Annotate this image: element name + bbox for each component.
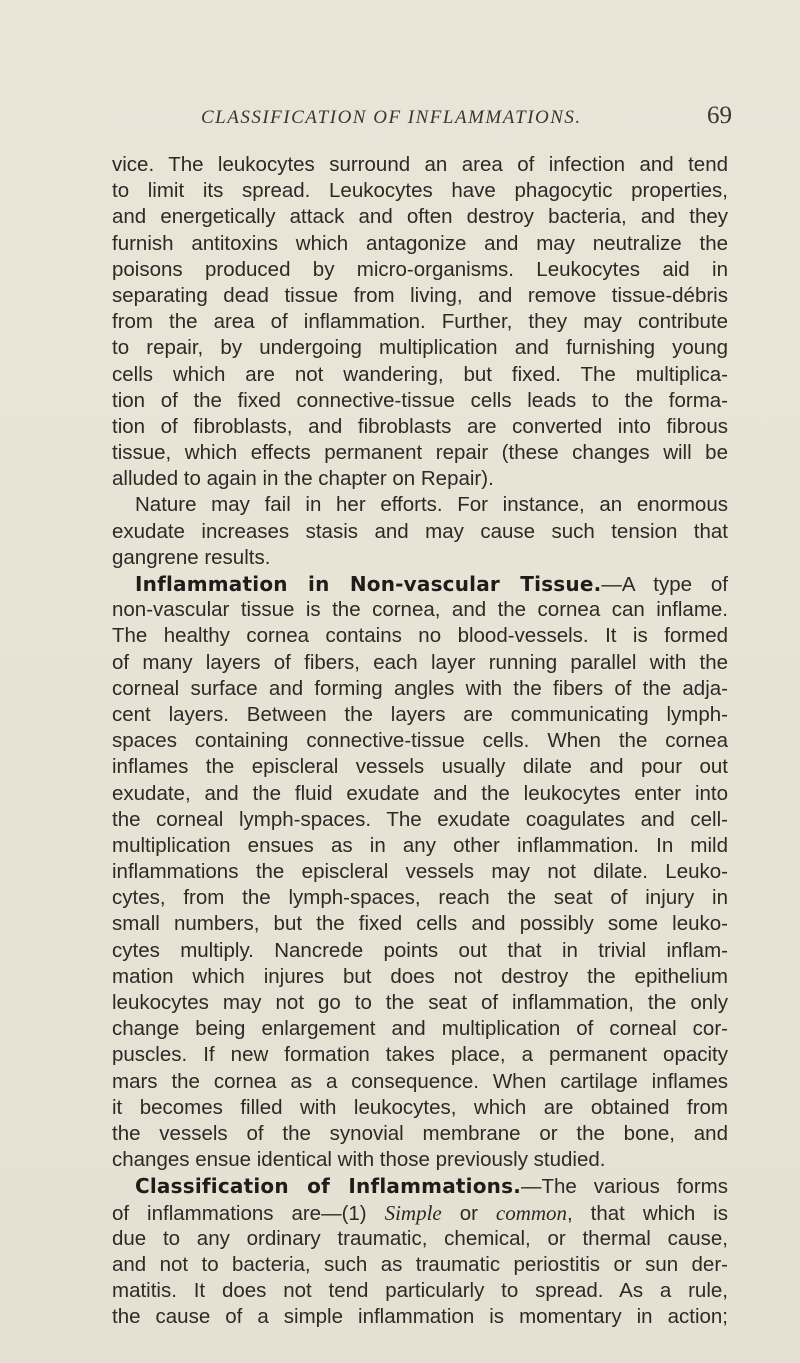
- text-line: exudate, and the fluid exudate and the leukocytes enter into: [112, 781, 728, 805]
- text-line: changes ensue identical with those previously studied.: [112, 1148, 606, 1172]
- page-number: 69: [707, 102, 732, 129]
- text-line: cytes, from the lymph-spaces, reach the seat of injury in: [112, 886, 728, 910]
- text-line: to limit its spread. Leukocytes have phagocytic properties,: [112, 179, 728, 203]
- text-line: and not to bacteria, such as traumatic periostitis or sun der-: [112, 1252, 728, 1276]
- italic-term-simple: Simple: [384, 1200, 442, 1225]
- text-line: spaces containing connective-tissue cells. When the cornea: [112, 729, 728, 753]
- text-line: leukocytes may not go to the seat of inflammation, the only: [112, 991, 728, 1014]
- text-line: the vessels of the synovial membrane or the bone, and: [112, 1121, 728, 1145]
- text-run: , that which is: [567, 1201, 728, 1225]
- italic-term-common: common: [495, 1200, 568, 1225]
- text-line: gangrene results.: [112, 545, 271, 569]
- text-line: to repair, by undergoing multiplication and furnishing young: [112, 336, 728, 360]
- text-line: cells which are not wandering, but fixed. The multiplica-: [112, 362, 728, 386]
- section-heading-classification: Classification of Inflammations.: [135, 1174, 521, 1199]
- text-line: furnish antitoxins which antagonize and may neutralize the: [112, 231, 728, 255]
- text-line: it becomes filled with leukocytes, which are obtained from: [112, 1095, 728, 1119]
- text-line: poisons produced by micro-organisms. Leukocytes aid in: [112, 257, 728, 281]
- text-line: the cause of a simple inflammation is momentary in action;: [112, 1305, 728, 1329]
- text-line: puscles. If new formation takes place, a permanent opacity: [112, 1043, 728, 1067]
- text-line: Nature may fail in her efforts. For instance, an enormous: [135, 493, 728, 517]
- section-heading-line: [112, 571, 728, 597]
- text-line: multiplication ensues as in any other inflammation. In mild: [112, 833, 728, 857]
- text-line: mars the cornea as a consequence. When cartilage inflames: [112, 1069, 728, 1093]
- text-line: tion of the fixed connective-tissue cells leads to the forma-: [112, 388, 728, 412]
- text-line: exudate increases stasis and may cause such tension that: [112, 519, 728, 543]
- running-header-title: CLASSIFICATION OF INFLAMMATIONS.: [201, 107, 582, 128]
- text-line: from the area of inflammation. Further, they may contribute: [112, 310, 728, 334]
- text-line: cytes multiply. Nancrede points out that in trivial inflam-: [112, 938, 728, 962]
- text-line: The healthy cornea contains no blood-vessels. It is formed: [112, 624, 728, 648]
- text-line: mation which injures but does not destroy the epithelium: [112, 964, 728, 988]
- text-line: inflames the episcleral vessels usually dilate and pour out: [112, 755, 728, 779]
- text-line: and energetically attack and often destroy bacteria, and they: [112, 205, 728, 229]
- text-line: tion of fibroblasts, and fibroblasts are converted into fibrous: [112, 414, 728, 438]
- text-line: due to any ordinary traumatic, chemical, or thermal cause,: [112, 1226, 728, 1250]
- text-run: of inflammations are—(1): [112, 1201, 385, 1225]
- text-line: non-vascular tissue is the cornea, and the cornea can inflame.: [112, 598, 728, 622]
- text-line: of many layers of fibers, each layer running parallel with the: [112, 650, 728, 674]
- text-line: tissue, which effects permanent repair (these changes will be: [112, 441, 728, 465]
- text-line: separating dead tissue from living, and remove tissue-débris: [112, 283, 728, 307]
- text-run: —A type of: [601, 573, 728, 596]
- text-line: change being enlargement and multiplication of corneal cor-: [112, 1017, 728, 1041]
- text-run: —The various forms: [521, 1175, 728, 1199]
- text-run: or: [441, 1201, 496, 1225]
- text-line: corneal surface and forming angles with the fibers of the adja-: [112, 676, 728, 700]
- text-line: alluded to again in the chapter on Repair).: [112, 467, 494, 491]
- section-heading-line: [112, 1173, 728, 1199]
- text-line: small numbers, but the fixed cells and possibly some leuko-: [112, 912, 728, 936]
- text-line: matitis. It does not tend particularly to spread. As a rule,: [112, 1279, 728, 1303]
- text-line: inflammations the episcleral vessels may not dilate. Leuko-: [112, 860, 728, 884]
- text-line: vice. The leukocytes surround an area of infection and tend: [112, 153, 728, 176]
- text-line: the corneal lymph-spaces. The exudate coagulates and cell-: [112, 807, 728, 831]
- section-heading-nonvascular: Inflammation in Non-vascular Tissue.: [135, 572, 602, 596]
- body-text: [112, 152, 728, 1330]
- text-line: cent layers. Between the layers are communicating lymph-: [112, 702, 728, 726]
- text-line: [112, 1200, 728, 1226]
